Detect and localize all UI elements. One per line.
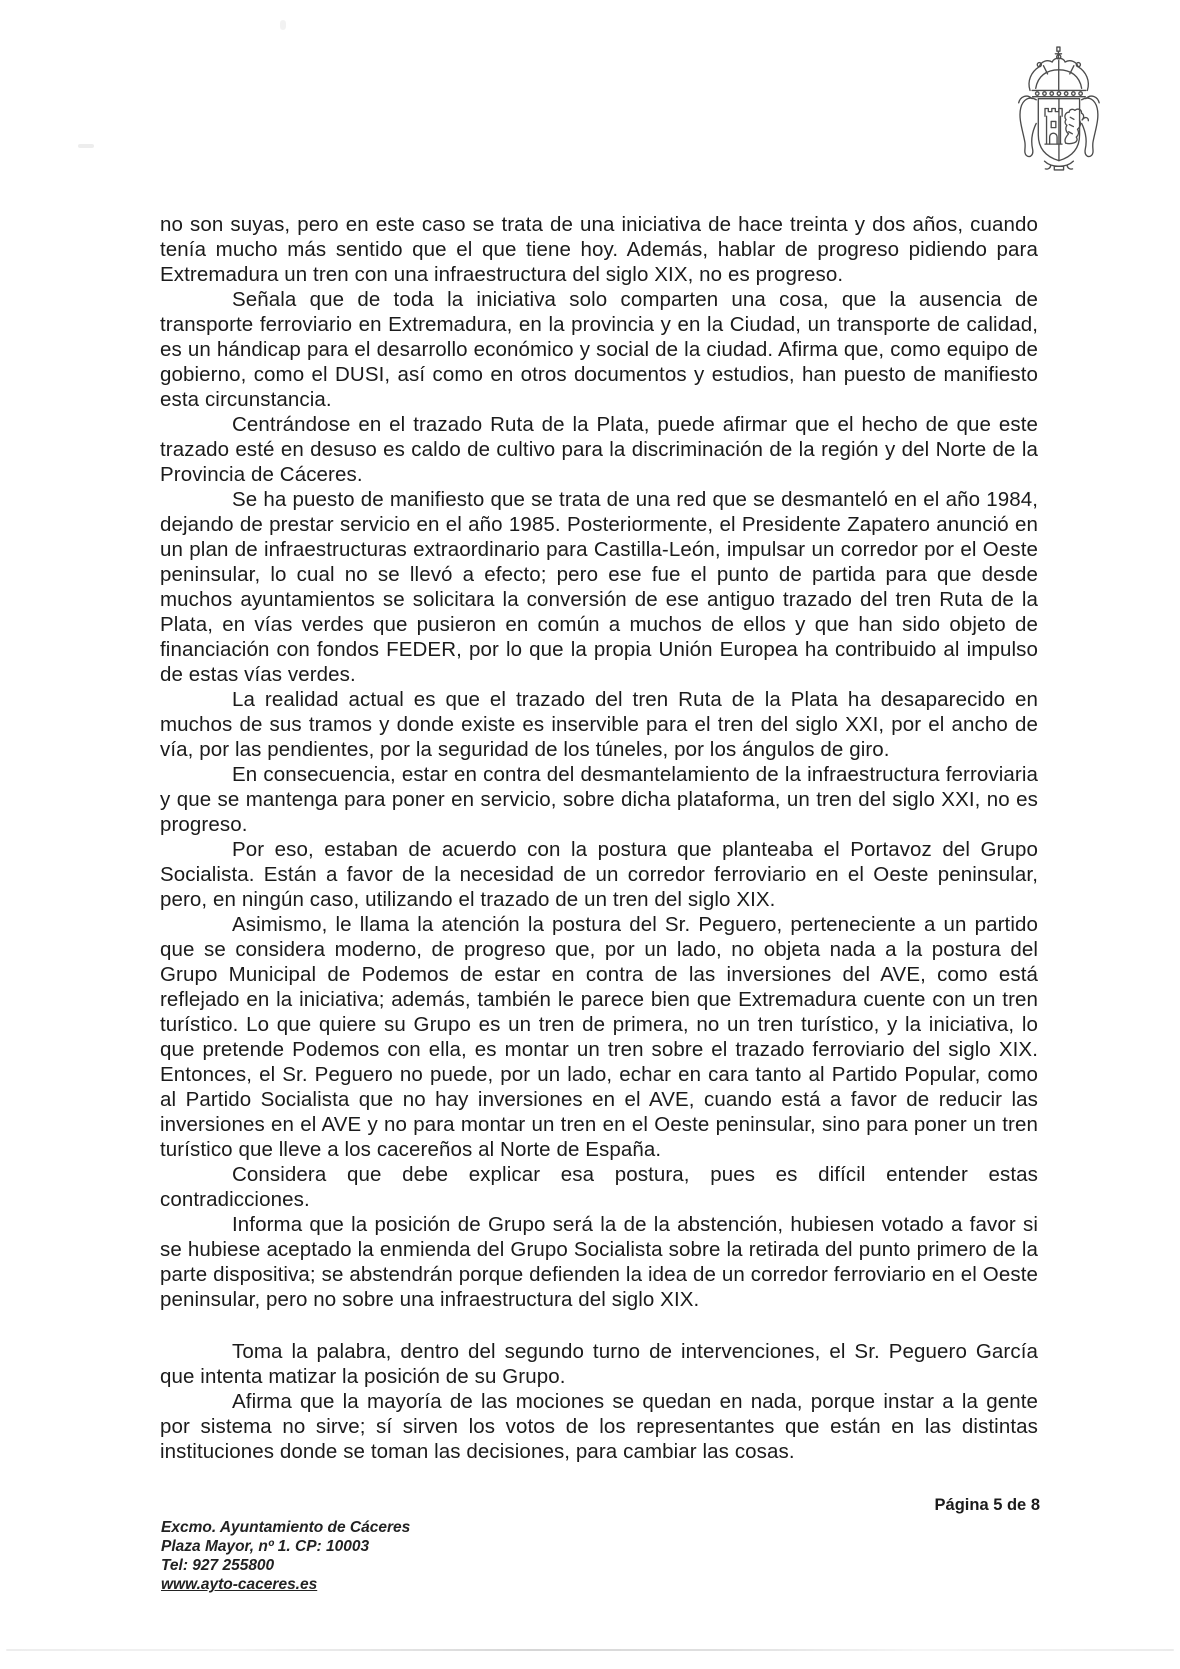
paragraph: Asimismo, le llama la atención la postura del Sr. Peguero, perteneciente a un partido que se considera moderno, de progreso que, por un lado, no objeta nada a la postura del Grupo Municipal de Podemos de estar en contra de las inversiones del AVE, como está reflejado en la iniciativa; además, también le parece bien que Extremadura cuente con un tren turístico. Lo que quiere su Grupo es un tren de primera, no un tren turístico, y la iniciativa, lo que pretende Podemos con ella, es montar un tren sobre el trazado ferroviario del siglo XIX. Entonces, el Sr. Peguero no puede, por un lado, echar en cara tanto al Partido Popular, como al Partido Socialista que no hay inversiones en el AVE, cuando está a favor de reducir las inversiones en el AVE y no para montar un tren en el Oeste peninsular, sino para poner un tren turístico que lleve a los cacereños al Norte de España. bbox=[160, 913, 1038, 1161]
page-number: Página 5 de 8 bbox=[934, 1496, 1040, 1514]
paragraph: Afirma que la mayoría de las mociones se quedan en nada, porque instar a la gente por sistema no sirve; sí sirven los votos de los representantes que están en las distintas instituciones donde se toman las decisiones, para cambiar las cosas. bbox=[160, 1390, 1038, 1463]
paragraph: Centrándose en el trazado Ruta de la Plata, puede afirmar que el hecho de que este trazado esté en desuso es caldo de cultivo para la discriminación de la región y del Norte de la Provincia de Cáceres. bbox=[160, 413, 1038, 486]
footer-website-link: www.ayto-caceres.es bbox=[161, 1576, 318, 1593]
coat-of-arms-svg bbox=[1000, 44, 1122, 172]
footer-address-block bbox=[161, 1518, 410, 1594]
scan-artifact-speck bbox=[78, 144, 94, 148]
paragraph: En consecuencia, estar en contra del desmantelamiento de la infraestructura ferroviaria y que se mantenga para poner en servicio, sobre dicha plataforma, un tren del siglo XXI, no es progreso. bbox=[160, 763, 1038, 836]
paragraph: Señala que de toda la iniciativa solo comparten una cosa, que la ausencia de transporte ferroviario en Extremadura, en la provincia y en la Ciudad, un transporte de calidad, es un hándicap para el desarrollo económico y social de la ciudad. Afirma que, como equipo de gobierno, como el DUSI, así como en otros documentos y estudios, han puesto de manifiesto esta circunstancia. bbox=[160, 288, 1038, 411]
footer-phone: Tel: 927 255800 bbox=[161, 1557, 275, 1574]
paragraph: Se ha puesto de manifiesto que se trata de una red que se desmanteló en el año 1984, dejando de prestar servicio en el año 1985. Posteriormente, el Presidente Zapatero anunció en un plan de infraestructuras extraordinario para Castilla-León, impulsar un corredor por el Oeste peninsular, lo cual no se llevó a efecto; pero ese fue el punto de partida para que desde muchos ayuntamientos se solicitara la conversión de ese antiguo trazado del tren Ruta de la Plata, en vías verdes que pusieron en común a muchos de ellos y que han sido objeto de financiación con fondos FEDER, por lo que la propia Unión Europea ha contribuido al impulso de estas vías verdes. bbox=[160, 488, 1038, 686]
paragraph: Toma la palabra, dentro del segundo turno de intervenciones, el Sr. Peguero García que intenta matizar la posición de su Grupo. bbox=[160, 1340, 1038, 1388]
paragraph: La realidad actual es que el trazado del tren Ruta de la Plata ha desaparecido en muchos de sus tramos y donde existe es inservible para el tren del siglo XXI, por el ancho de vía, por las pendientes, por la seguridad de los túneles, por los ángulos de giro. bbox=[160, 688, 1038, 761]
scan-artifact-speck bbox=[280, 20, 286, 30]
paragraph: Considera que debe explicar esa postura, pues es difícil entender estas contradicciones. bbox=[160, 1163, 1038, 1211]
document-body bbox=[160, 212, 1038, 1464]
paragraph: no son suyas, pero en este caso se trata de una iniciativa de hace treinta y dos años, cuando tenía mucho más sentido que el que tiene hoy. Además, hablar de progreso pidiendo para Extremadura un tren con una infraestructura del siglo XIX, no es progreso. bbox=[160, 213, 1038, 286]
paragraph: Por eso, estaban de acuerdo con la postura que planteaba el Portavoz del Grupo Socialista. Están a favor de la necesidad de un corredor ferroviario en el Oeste peninsular, pero, en ningún caso, utilizando el trazado de un tren del siglo XIX. bbox=[160, 838, 1038, 911]
paragraph: Informa que la posición de Grupo será la de la abstención, hubiesen votado a favor si se hubiese aceptado la enmienda del Grupo Socialista sobre la retirada del punto primero de la parte dispositiva; se abstendrán porque defienden la idea de un corredor ferroviario en el Oeste peninsular, pero no sobre una infraestructura del siglo XIX. bbox=[160, 1213, 1038, 1311]
scan-artifact-line bbox=[6, 1649, 1174, 1651]
footer-address: Plaza Mayor, nº 1. CP: 10003 bbox=[161, 1538, 370, 1555]
caceres-coat-of-arms-icon bbox=[1000, 44, 1122, 172]
footer-organization: Excmo. Ayuntamiento de Cáceres bbox=[161, 1519, 411, 1536]
